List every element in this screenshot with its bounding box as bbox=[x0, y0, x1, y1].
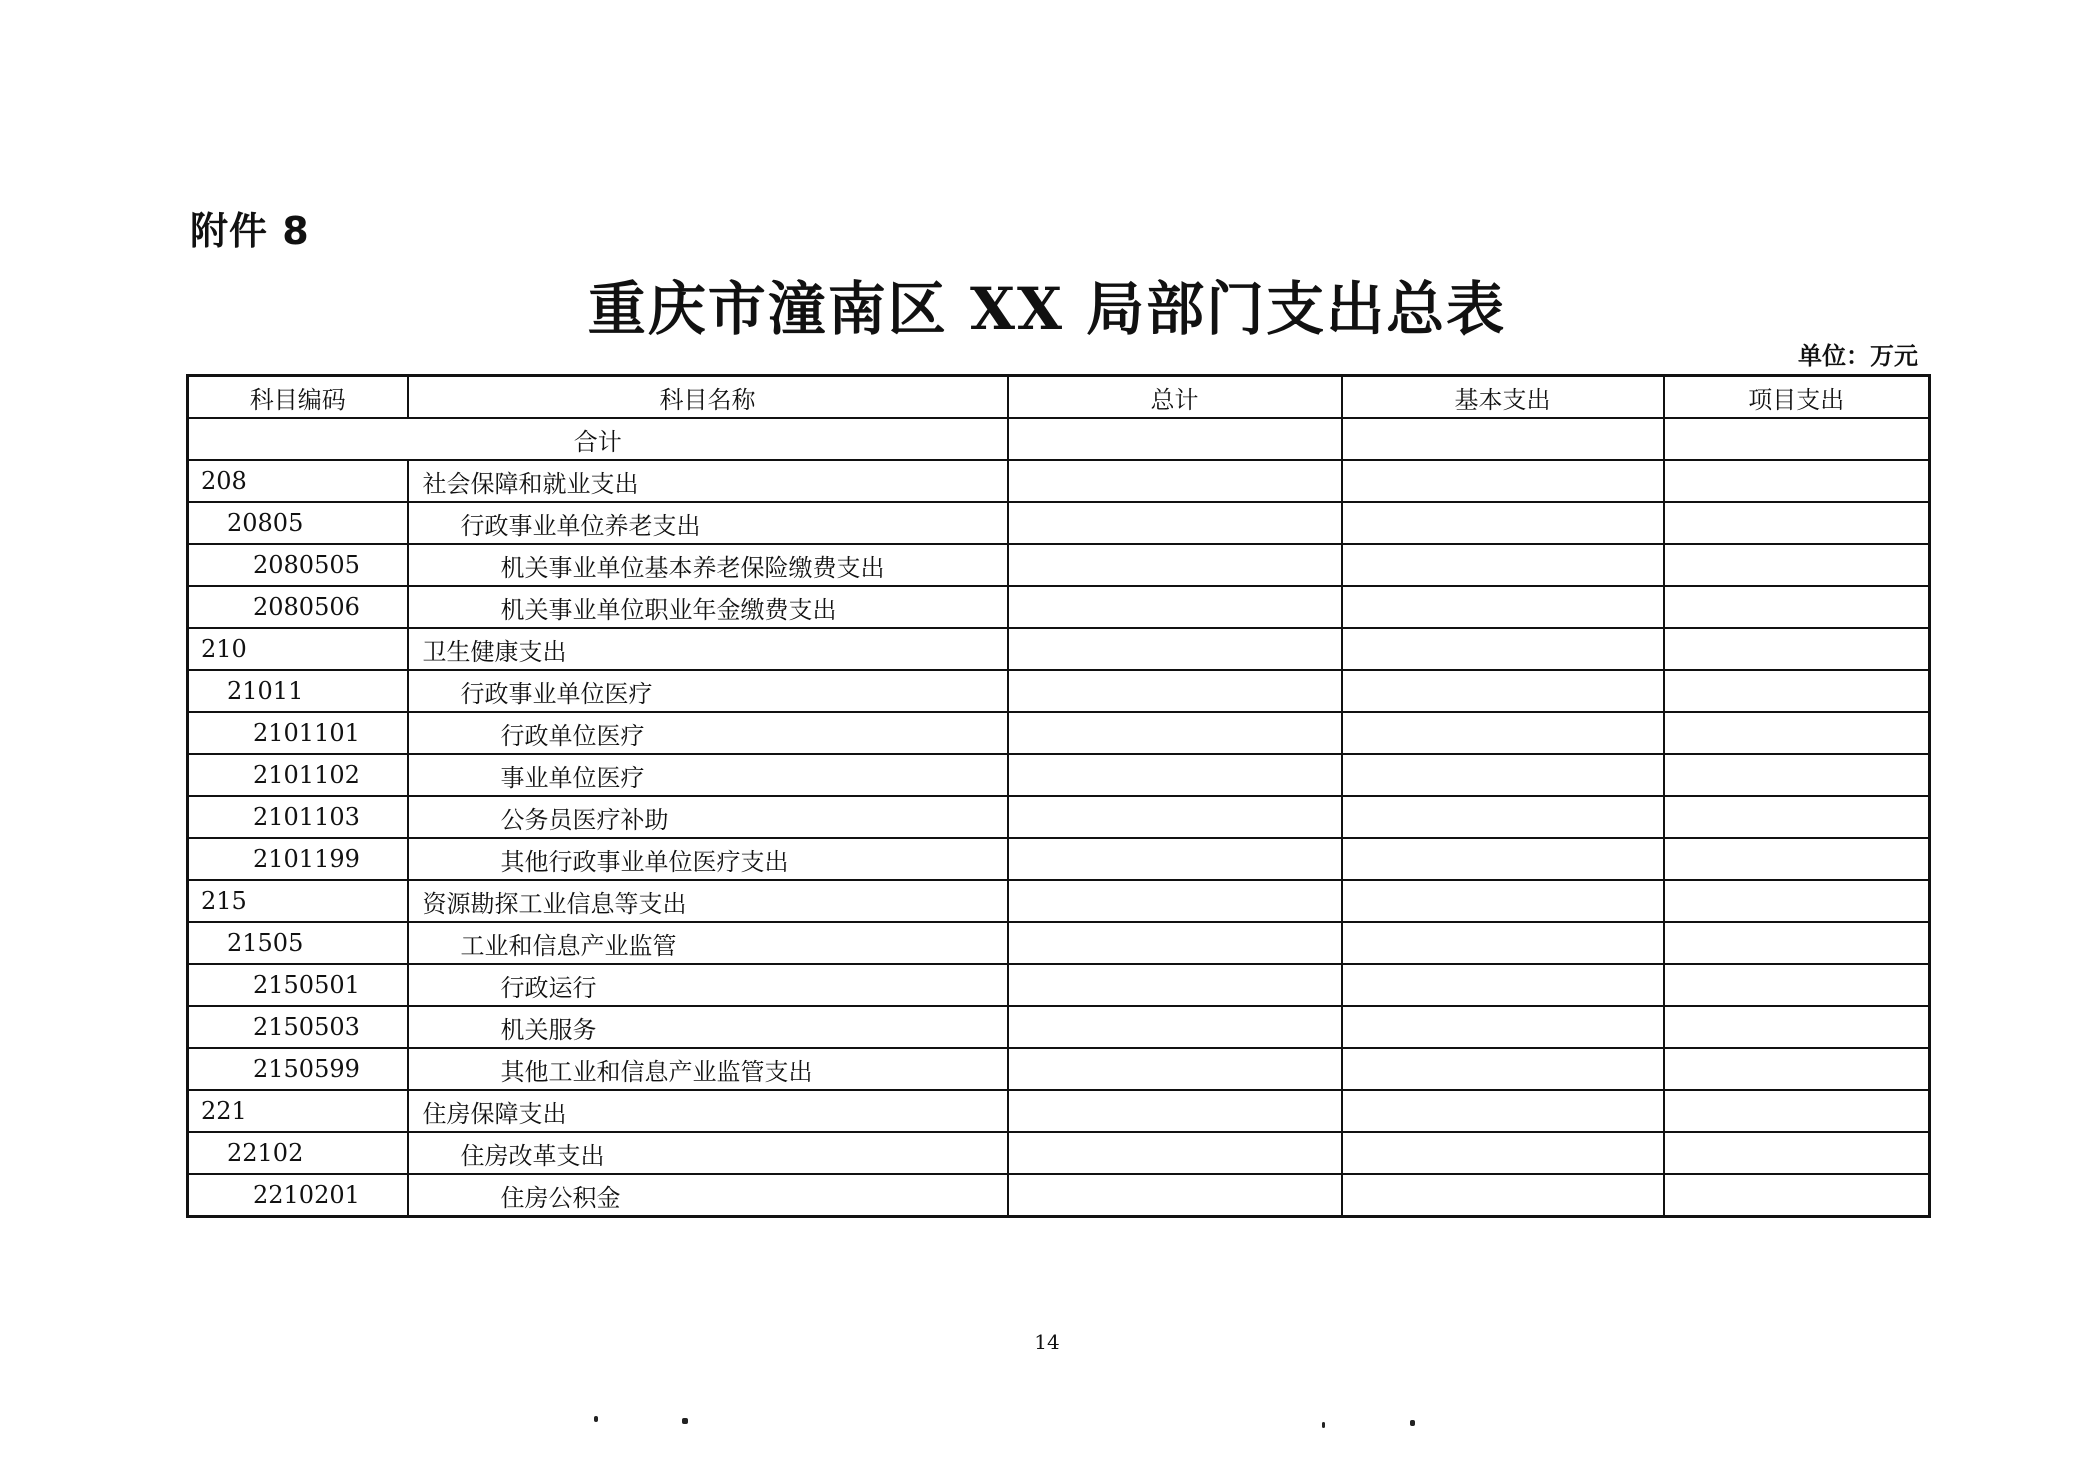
project-cell bbox=[1664, 1048, 1930, 1090]
total-cell bbox=[1008, 628, 1342, 670]
basic-cell bbox=[1342, 838, 1664, 880]
basic-cell bbox=[1342, 460, 1664, 502]
row-code: 210 bbox=[188, 628, 408, 670]
expenditure-table bbox=[186, 374, 1931, 1218]
total-cell bbox=[1008, 880, 1342, 922]
row-name: 机关服务 bbox=[408, 1006, 1008, 1048]
basic-cell bbox=[1342, 628, 1664, 670]
project-cell bbox=[1664, 544, 1930, 586]
document-title: 重庆市潼南区 XX 局部门支出总表 bbox=[587, 275, 1507, 343]
row-name: 行政事业单位医疗 bbox=[408, 670, 1008, 712]
total-cell bbox=[1008, 1174, 1342, 1217]
row-name: 公务员医疗补助 bbox=[408, 796, 1008, 838]
project-cell bbox=[1664, 628, 1930, 670]
total-cell bbox=[1008, 1132, 1342, 1174]
row-code: 20805 bbox=[188, 502, 408, 544]
basic-cell bbox=[1342, 670, 1664, 712]
project-cell bbox=[1664, 922, 1930, 964]
table-row bbox=[188, 1174, 1930, 1217]
row-name: 住房改革支出 bbox=[408, 1132, 1008, 1174]
row-code: 22102 bbox=[188, 1132, 408, 1174]
project-cell bbox=[1664, 880, 1930, 922]
basic-cell bbox=[1342, 1174, 1664, 1217]
total-cell bbox=[1008, 754, 1342, 796]
row-code: 21011 bbox=[188, 670, 408, 712]
table-row bbox=[188, 796, 1930, 838]
row-name: 住房保障支出 bbox=[408, 1090, 1008, 1132]
row-name: 资源勘探工业信息等支出 bbox=[408, 880, 1008, 922]
table-row bbox=[188, 586, 1930, 628]
basic-cell bbox=[1342, 1132, 1664, 1174]
project-cell bbox=[1664, 964, 1930, 1006]
project-cell bbox=[1664, 670, 1930, 712]
project-cell bbox=[1664, 1132, 1930, 1174]
row-name: 其他工业和信息产业监管支出 bbox=[408, 1048, 1008, 1090]
project-cell bbox=[1664, 754, 1930, 796]
row-code: 2101101 bbox=[188, 712, 408, 754]
basic-cell bbox=[1342, 922, 1664, 964]
total-cell bbox=[1008, 712, 1342, 754]
table-row bbox=[188, 922, 1930, 964]
table-body bbox=[188, 418, 1930, 1217]
header-project: 项目支出 bbox=[1664, 376, 1930, 419]
header-row bbox=[188, 376, 1930, 419]
project-cell bbox=[1664, 418, 1930, 460]
table-row bbox=[188, 838, 1930, 880]
row-code: 2150501 bbox=[188, 964, 408, 1006]
total-cell bbox=[1008, 460, 1342, 502]
table-row bbox=[188, 1132, 1930, 1174]
row-code: 2080505 bbox=[188, 544, 408, 586]
row-code: 2150599 bbox=[188, 1048, 408, 1090]
table-row bbox=[188, 1006, 1930, 1048]
row-name: 机关事业单位基本养老保险缴费支出 bbox=[408, 544, 1008, 586]
row-code: 221 bbox=[188, 1090, 408, 1132]
table-row bbox=[188, 460, 1930, 502]
row-code: 2080506 bbox=[188, 586, 408, 628]
row-name: 社会保障和就业支出 bbox=[408, 460, 1008, 502]
row-code: 21505 bbox=[188, 922, 408, 964]
row-code: 208 bbox=[188, 460, 408, 502]
basic-cell bbox=[1342, 754, 1664, 796]
table-row bbox=[188, 754, 1930, 796]
project-cell bbox=[1664, 1174, 1930, 1217]
total-cell bbox=[1008, 838, 1342, 880]
project-cell bbox=[1664, 1090, 1930, 1132]
basic-cell bbox=[1342, 712, 1664, 754]
row-name: 行政单位医疗 bbox=[408, 712, 1008, 754]
project-cell bbox=[1664, 586, 1930, 628]
row-code: 2210201 bbox=[188, 1174, 408, 1217]
project-cell bbox=[1664, 838, 1930, 880]
row-code: 215 bbox=[188, 880, 408, 922]
basic-cell bbox=[1342, 418, 1664, 460]
basic-cell bbox=[1342, 502, 1664, 544]
row-code: 2101102 bbox=[188, 754, 408, 796]
total-cell bbox=[1008, 964, 1342, 1006]
total-cell bbox=[1008, 1006, 1342, 1048]
row-name: 其他行政事业单位医疗支出 bbox=[408, 838, 1008, 880]
attachment-label: 附件 8 bbox=[190, 209, 310, 253]
basic-cell bbox=[1342, 1006, 1664, 1048]
basic-cell bbox=[1342, 796, 1664, 838]
basic-cell bbox=[1342, 586, 1664, 628]
total-cell bbox=[1008, 586, 1342, 628]
row-name: 卫生健康支出 bbox=[408, 628, 1008, 670]
total-cell bbox=[1008, 1090, 1342, 1132]
total-row-label: 合计 bbox=[188, 418, 1008, 460]
table-row bbox=[188, 502, 1930, 544]
scan-speck bbox=[1322, 1422, 1325, 1428]
project-cell bbox=[1664, 796, 1930, 838]
total-cell bbox=[1008, 544, 1342, 586]
unit-label: 单位：万元 bbox=[1798, 341, 1918, 370]
table-row bbox=[188, 544, 1930, 586]
total-cell bbox=[1008, 502, 1342, 544]
basic-cell bbox=[1342, 964, 1664, 1006]
table-row bbox=[188, 1048, 1930, 1090]
table-row bbox=[188, 964, 1930, 1006]
total-cell bbox=[1008, 796, 1342, 838]
project-cell bbox=[1664, 460, 1930, 502]
table-row bbox=[188, 712, 1930, 754]
scan-speck bbox=[1410, 1420, 1415, 1426]
row-name: 住房公积金 bbox=[408, 1174, 1008, 1217]
page-number: 14 bbox=[1034, 1330, 1060, 1354]
row-name: 事业单位医疗 bbox=[408, 754, 1008, 796]
total-cell bbox=[1008, 922, 1342, 964]
scan-speck bbox=[682, 1418, 688, 1424]
basic-cell bbox=[1342, 880, 1664, 922]
project-cell bbox=[1664, 712, 1930, 754]
row-name: 行政事业单位养老支出 bbox=[408, 502, 1008, 544]
table-row bbox=[188, 628, 1930, 670]
table-row bbox=[188, 1090, 1930, 1132]
row-code: 2150503 bbox=[188, 1006, 408, 1048]
row-name: 机关事业单位职业年金缴费支出 bbox=[408, 586, 1008, 628]
row-name: 行政运行 bbox=[408, 964, 1008, 1006]
total-cell bbox=[1008, 418, 1342, 460]
basic-cell bbox=[1342, 1090, 1664, 1132]
table-row bbox=[188, 880, 1930, 922]
basic-cell bbox=[1342, 544, 1664, 586]
total-cell bbox=[1008, 670, 1342, 712]
table-row bbox=[188, 670, 1930, 712]
scan-speck bbox=[594, 1416, 598, 1422]
row-code: 2101199 bbox=[188, 838, 408, 880]
row-name: 工业和信息产业监管 bbox=[408, 922, 1008, 964]
basic-cell bbox=[1342, 1048, 1664, 1090]
header-basic: 基本支出 bbox=[1342, 376, 1664, 419]
project-cell bbox=[1664, 1006, 1930, 1048]
header-code: 科目编码 bbox=[188, 376, 408, 419]
total-row bbox=[188, 418, 1930, 460]
header-total: 总计 bbox=[1008, 376, 1342, 419]
total-cell bbox=[1008, 1048, 1342, 1090]
row-code: 2101103 bbox=[188, 796, 408, 838]
project-cell bbox=[1664, 502, 1930, 544]
header-name: 科目名称 bbox=[408, 376, 1008, 419]
